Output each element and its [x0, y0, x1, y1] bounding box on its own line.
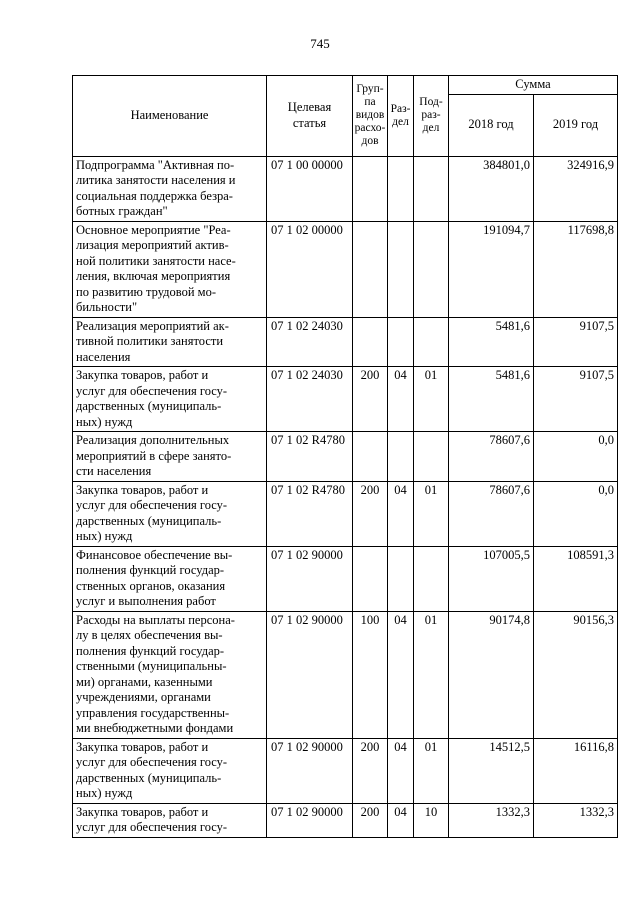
row-name [73, 738, 267, 803]
header-group-line: видов [355, 109, 385, 122]
target-article-cell: 07 1 02 24030 [267, 367, 353, 432]
sum-2019-cell: 108591,3 [534, 546, 618, 611]
header-subsection-line: Под- [419, 96, 443, 109]
sum-2019-cell: 324916,9 [534, 156, 618, 221]
table-row [73, 481, 618, 546]
section-cell: 04 [388, 481, 414, 546]
row-name-line: лу в целях обеспечения вы- [76, 628, 223, 642]
table-row [73, 156, 618, 221]
expense-group-cell: 200 [353, 367, 388, 432]
target-article-cell: 07 1 02 R4780 [267, 481, 353, 546]
row-name-line: ботных граждан" [76, 204, 168, 218]
header-subsection-line: дел [422, 122, 440, 135]
header-section-line: Раз- [390, 102, 411, 115]
table-body [73, 156, 618, 837]
row-name-line: ных) нужд [76, 786, 133, 800]
table-row [73, 221, 618, 317]
row-name-line: ных) нужд [76, 529, 133, 543]
sum-2019-cell: 0,0 [534, 481, 618, 546]
sum-2019-cell: 90156,3 [534, 611, 618, 738]
row-name-line: полнения функций государ- [76, 643, 225, 658]
expense-group-cell [353, 546, 388, 611]
header-target-line: Целевая [287, 100, 332, 115]
header-year-2019: 2019 год [534, 94, 618, 156]
sum-2018-cell: 1332,3 [449, 803, 534, 837]
row-name-line: Закупка товаров, работ и [76, 482, 209, 497]
row-name-line: услуг для обеспечения госу- [76, 383, 228, 398]
row-name-line: услуг и выполнения работ [76, 594, 216, 608]
header-subsection [414, 76, 449, 157]
row-name-line: дарственных (муниципаль- [76, 399, 222, 413]
row-name-line: Закупка товаров, работ и [76, 739, 209, 754]
table-row [73, 803, 618, 837]
header-group-line: расхо- [354, 122, 386, 135]
target-article-cell: 07 1 02 90000 [267, 611, 353, 738]
table-row [73, 611, 618, 738]
row-name-line: услуг для обеспечения госу- [76, 755, 228, 769]
row-name-line: полнения функций государ- [76, 563, 225, 577]
expense-group-cell [353, 317, 388, 367]
subsection-cell [414, 317, 449, 367]
subsection-cell: 10 [414, 803, 449, 837]
section-cell [388, 546, 414, 611]
header-sum: Сумма [449, 76, 618, 95]
expense-group-cell: 200 [353, 803, 388, 837]
header-section-line: дел [392, 115, 409, 128]
row-name [73, 481, 267, 546]
row-name-line: Реализация мероприятий ак- [76, 318, 229, 333]
subsection-cell: 01 [414, 481, 449, 546]
row-name-line: ственных органов, оказания [76, 578, 226, 593]
sum-2019-cell: 9107,5 [534, 317, 618, 367]
expense-group-cell: 200 [353, 481, 388, 546]
table-row [73, 367, 618, 432]
row-name-line: мероприятий в сфере занято- [76, 448, 232, 463]
row-name-line: Подпрограмма "Активная по- [76, 157, 235, 172]
row-name-line: ми) органами, казенными [76, 674, 213, 689]
section-cell: 04 [388, 611, 414, 738]
header-target-line: статья [292, 115, 327, 130]
row-name-line: Расходы на выплаты персона- [76, 612, 235, 627]
header-group-line: дов [361, 135, 379, 148]
row-name-line: социальная поддержка безра- [76, 188, 233, 203]
subsection-cell: 01 [414, 611, 449, 738]
row-name-line: Финансовое обеспечение вы- [76, 547, 233, 562]
expense-group-cell: 200 [353, 738, 388, 803]
table-row [73, 432, 618, 482]
row-name [73, 611, 267, 738]
row-name [73, 221, 267, 317]
sum-2019-cell: 1332,3 [534, 803, 618, 837]
row-name-line: услуг для обеспечения госу- [76, 820, 228, 834]
sum-2018-cell: 90174,8 [449, 611, 534, 738]
header-year-2018: 2018 год [449, 94, 534, 156]
target-article-cell: 07 1 00 00000 [267, 156, 353, 221]
target-article-cell: 07 1 02 R4780 [267, 432, 353, 482]
expense-group-cell [353, 221, 388, 317]
target-article-cell: 07 1 02 00000 [267, 221, 353, 317]
subsection-cell [414, 221, 449, 317]
subsection-cell [414, 432, 449, 482]
section-cell: 04 [388, 738, 414, 803]
section-cell [388, 221, 414, 317]
row-name [73, 317, 267, 367]
sum-2018-cell: 5481,6 [449, 367, 534, 432]
section-cell [388, 156, 414, 221]
subsection-cell: 01 [414, 738, 449, 803]
sum-2019-cell: 117698,8 [534, 221, 618, 317]
row-name-line: Основное мероприятие "Реа- [76, 222, 231, 237]
header-subsection-line: раз- [421, 109, 441, 122]
target-article-cell: 07 1 02 90000 [267, 803, 353, 837]
sum-2018-cell: 5481,6 [449, 317, 534, 367]
subsection-cell: 01 [414, 367, 449, 432]
row-name-line: литика занятости населения и [76, 173, 236, 187]
expense-group-cell: 100 [353, 611, 388, 738]
expense-group-cell [353, 432, 388, 482]
row-name-line: ственными (муниципальны- [76, 659, 227, 673]
row-name-line: дарственных (муниципаль- [76, 513, 222, 528]
expense-group-cell [353, 156, 388, 221]
target-article-cell: 07 1 02 90000 [267, 738, 353, 803]
sum-2018-cell: 384801,0 [449, 156, 534, 221]
sum-2018-cell: 107005,5 [449, 546, 534, 611]
row-name-line: ных) нужд [76, 414, 133, 429]
sum-2018-cell: 14512,5 [449, 738, 534, 803]
table-row [73, 738, 618, 803]
sum-2018-cell: 191094,7 [449, 221, 534, 317]
row-name [73, 546, 267, 611]
sum-2019-cell: 0,0 [534, 432, 618, 482]
subsection-cell [414, 156, 449, 221]
row-name-line: по развитию трудовой мо- [76, 284, 216, 299]
row-name [73, 367, 267, 432]
section-cell [388, 432, 414, 482]
section-cell: 04 [388, 367, 414, 432]
page-number: 745 [310, 36, 330, 51]
row-name-line: услуг для обеспечения госу- [76, 498, 228, 512]
sum-2019-cell: 16116,8 [534, 738, 618, 803]
row-name-line: тивной политики занятости [76, 334, 224, 348]
row-name-line: Реализация дополнительных [76, 433, 230, 447]
sum-2019-cell: 9107,5 [534, 367, 618, 432]
row-name [73, 432, 267, 482]
target-article-cell: 07 1 02 90000 [267, 546, 353, 611]
header-section [388, 76, 414, 157]
row-name [73, 803, 267, 837]
row-name-line: ми внебюджетными фондами [76, 721, 234, 735]
row-name-line: населения [76, 349, 131, 364]
header-group-line: па [364, 96, 376, 109]
row-name-line: бильности" [76, 300, 138, 314]
row-name-line: Закупка товаров, работ и [76, 804, 209, 819]
header-name: Наименование [73, 76, 267, 157]
row-name-line: учреждениями, органами [76, 690, 211, 704]
section-cell [388, 317, 414, 367]
table-row [73, 546, 618, 611]
header-expense-group [353, 76, 388, 157]
section-cell: 04 [388, 803, 414, 837]
header-group-line: Груп- [356, 83, 384, 96]
table-row [73, 317, 618, 367]
header-target-article [267, 76, 353, 157]
row-name-line: дарственных (муниципаль- [76, 770, 222, 785]
row-name-line: ной политики занятости насе- [76, 253, 236, 268]
row-name-line: Закупка товаров, работ и [76, 368, 209, 382]
row-name-line: ления, включая мероприятия [76, 269, 231, 283]
sum-2018-cell: 78607,6 [449, 432, 534, 482]
target-article-cell: 07 1 02 24030 [267, 317, 353, 367]
budget-table [72, 75, 618, 838]
row-name [73, 156, 267, 221]
row-name-line: управления государственны- [76, 705, 230, 720]
sum-2018-cell: 78607,6 [449, 481, 534, 546]
row-name-line: сти населения [76, 464, 152, 478]
subsection-cell [414, 546, 449, 611]
row-name-line: лизация мероприятий актив- [76, 238, 229, 252]
